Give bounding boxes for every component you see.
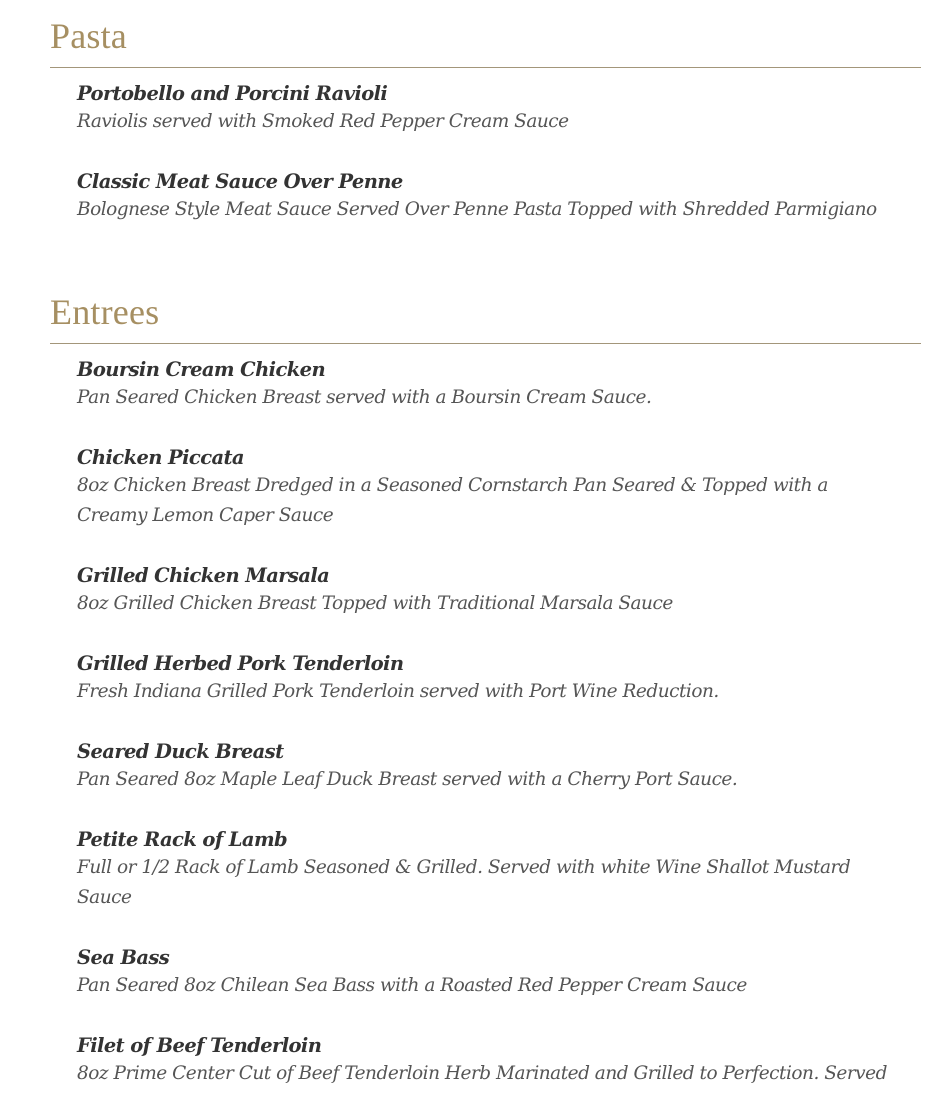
menu-item-name: Portobello and Porcini Ravioli bbox=[77, 82, 388, 105]
menu-item bbox=[77, 827, 921, 913]
menu-item-description: Fresh Indiana Grilled Pork Tenderloin served with Port Wine Reduction. bbox=[77, 681, 719, 702]
menu-item-name: Grilled Chicken Marsala bbox=[77, 564, 330, 587]
menu-item-description: Pan Seared 8oz Maple Leaf Duck Breast served with a Cherry Port Sauce. bbox=[77, 769, 738, 790]
section-divider bbox=[50, 343, 921, 344]
menu-item bbox=[77, 1033, 921, 1089]
menu-item-description: 8oz Prime Center Cut of Beef Tenderloin Herb Marinated and Grilled to Perfection. Served bbox=[77, 1063, 887, 1084]
section-pasta bbox=[50, 16, 921, 225]
menu-item-name: Grilled Herbed Pork Tenderloin bbox=[77, 652, 404, 675]
section-divider bbox=[50, 67, 921, 68]
menu-item-name: Classic Meat Sauce Over Penne bbox=[77, 170, 403, 193]
menu-item bbox=[77, 169, 921, 225]
menu-item bbox=[77, 563, 921, 619]
section-title-pasta: Pasta bbox=[50, 16, 127, 56]
menu-item bbox=[77, 945, 921, 1001]
menu-item-name: Filet of Beef Tenderloin bbox=[77, 1034, 322, 1057]
section-title-entrees: Entrees bbox=[50, 292, 160, 332]
menu-item-description: Full or 1/2 Rack of Lamb Seasoned & Grilled. Served with white Wine Shallot Mustard Sauce bbox=[77, 857, 851, 908]
menu-item-description: Pan Seared Chicken Breast served with a Boursin Cream Sauce. bbox=[77, 387, 652, 408]
menu-item bbox=[77, 357, 921, 413]
menu-item-description: Raviolis served with Smoked Red Pepper Cream Sauce bbox=[77, 111, 569, 132]
menu-item bbox=[77, 81, 921, 137]
menu-item bbox=[77, 445, 921, 531]
menu-item-description: 8oz Chicken Breast Dredged in a Seasoned Cornstarch Pan Seared & Topped with a Creamy Lemon Caper Sauce bbox=[77, 475, 828, 526]
menu-item-name: Sea Bass bbox=[77, 946, 170, 969]
menu-item-name: Boursin Cream Chicken bbox=[77, 358, 326, 381]
menu-item-name: Seared Duck Breast bbox=[77, 740, 284, 763]
menu-item-name: Petite Rack of Lamb bbox=[77, 828, 288, 851]
menu-item-name: Chicken Piccata bbox=[77, 446, 244, 469]
section-entrees bbox=[50, 292, 921, 1089]
menu-item-description: 8oz Grilled Chicken Breast Topped with Traditional Marsala Sauce bbox=[77, 593, 673, 614]
menu-item bbox=[77, 651, 921, 707]
menu-item-description: Bolognese Style Meat Sauce Served Over Penne Pasta Topped with Shredded Parmigiano bbox=[77, 199, 877, 220]
menu-item bbox=[77, 739, 921, 795]
menu-item-description: Pan Seared 8oz Chilean Sea Bass with a Roasted Red Pepper Cream Sauce bbox=[77, 975, 747, 996]
